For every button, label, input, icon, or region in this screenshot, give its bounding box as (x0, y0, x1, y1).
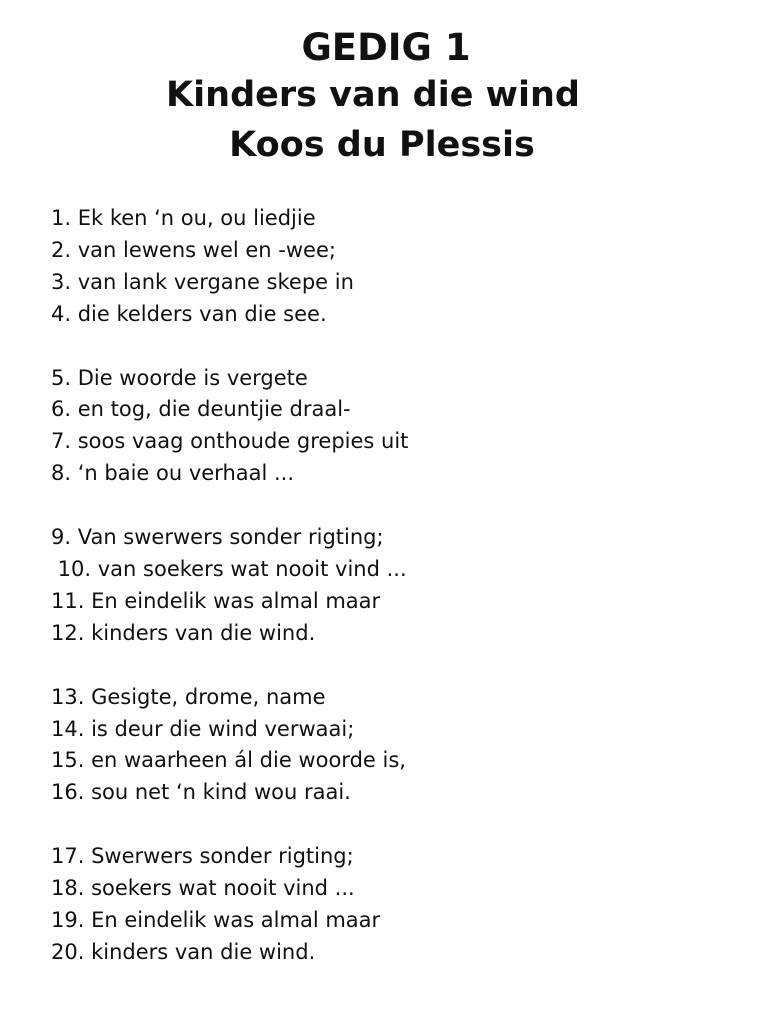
stanza-3 (51, 522, 751, 650)
poem-line-19: 19. En eindelik was almal maar (51, 908, 381, 933)
poem-line-13: 13. Gesigte, drome, name (51, 684, 326, 709)
poem-line-3: 3. van lank vergane skepe in (51, 269, 354, 294)
poem-line-8: 8. ‘n baie ou verhaal ... (51, 461, 295, 486)
poem-line-11: 11. En eindelik was almal maar (51, 588, 381, 613)
poem-line-7: 7. soos vaag onthoude grepies uit (51, 429, 409, 454)
poem-line-15: 15. en waarheen ál die woorde is, (51, 748, 406, 773)
poem-line-1: 1. Ek ken ‘n ou, ou liedjie (51, 206, 316, 230)
document-heading: GEDIG 1 (301, 26, 471, 69)
stanza-1 (51, 203, 751, 331)
poem-line-17: 17. Swerwers sonder rigting; (51, 844, 354, 869)
stanza-5 (51, 841, 751, 969)
poem-line-6: 6. en tog, die deuntjie draal- (51, 397, 351, 422)
poem-line-4: 4. die kelders van die see. (51, 301, 327, 326)
poem-line-2: 2. van lewens wel en -wee; (51, 237, 336, 262)
stanza-4 (51, 682, 751, 810)
poem-line-10: 10. van soekers wat nooit vind ... (51, 557, 407, 582)
poem-line-5: 5. Die woorde is vergete (51, 365, 308, 390)
poem-line-18: 18. soekers wat nooit vind ... (51, 876, 355, 901)
poem-line-9: 9. Van swerwers sonder rigting; (51, 525, 384, 550)
poem-line-16: 16. sou net ‘n kind wou raai. (51, 780, 351, 805)
stanza-2 (51, 363, 751, 491)
poem-line-20: 20. kinders van die wind. (51, 939, 316, 964)
poem-line-12: 12. kinders van die wind. (51, 620, 316, 645)
poem-title: Kinders van die wind (166, 75, 580, 115)
poem-body (51, 203, 751, 1001)
poem-author: Koos du Plessis (229, 125, 535, 165)
poem-line-14: 14. is deur die wind verwaai; (51, 716, 355, 741)
